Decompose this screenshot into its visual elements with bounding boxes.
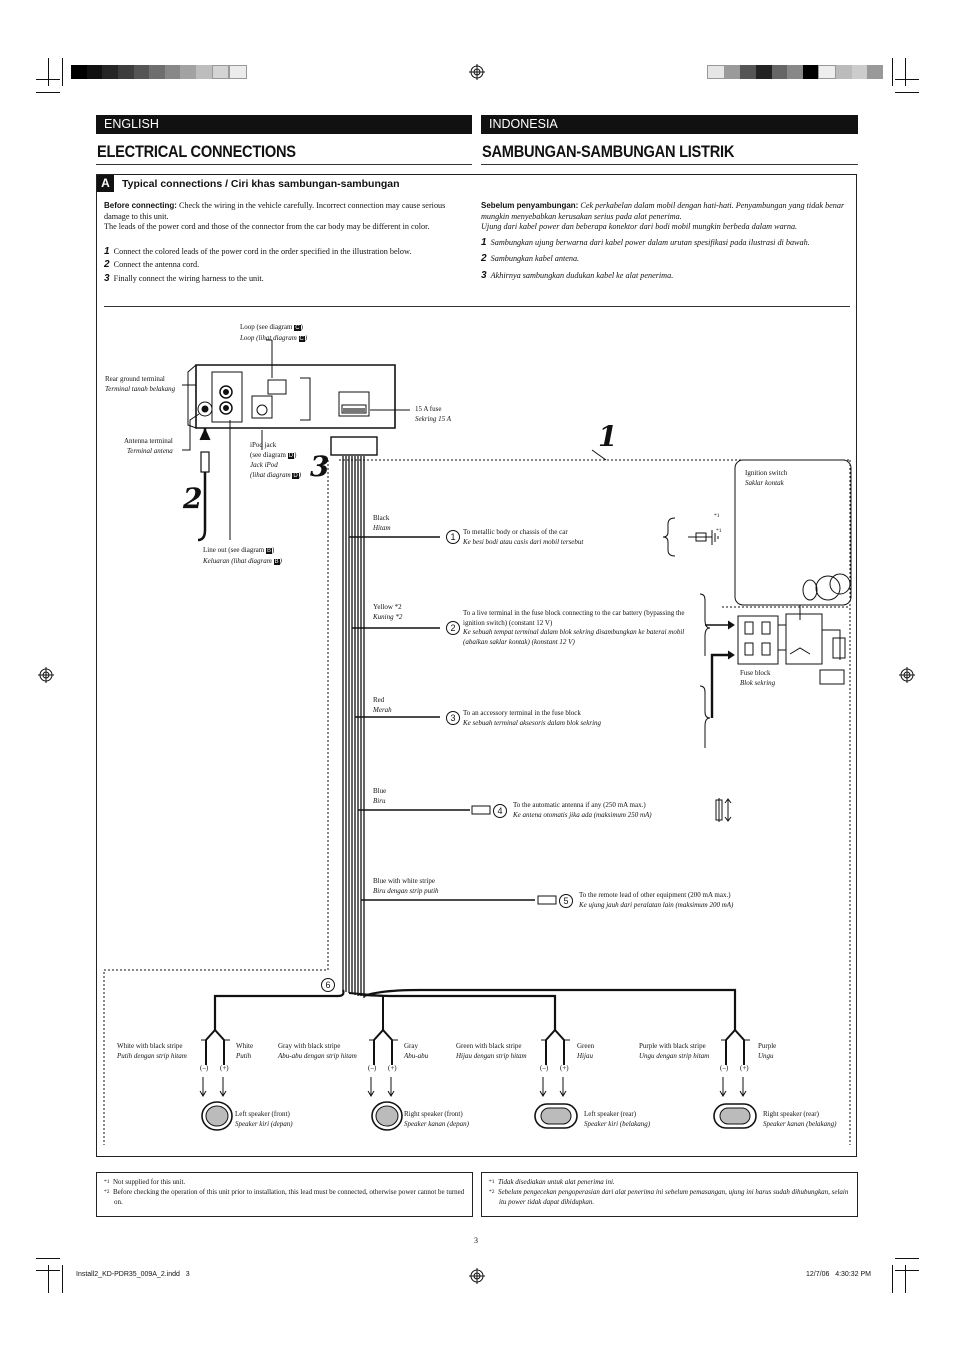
speaker-label: Right speaker (front) Speaker kanan (depan) [404,1110,469,1128]
language-bar-indonesia: INDONESIA [481,115,858,134]
label-ipod-jack: iPod jack (see diagram D) Jack iPod (lihat diagram D) [250,441,302,479]
english-step: 2 Connect the antenna cord. [104,259,200,270]
slug-file: Install2_KD-PDR35_009A_2.indd 3 [76,1271,190,1278]
before-text: Cek perkabelan dalam mobil dengan hati-hati. Penyambungan yang tidak benar mungkin menyebabkan kerusakan serius pada alat penerima. [481,201,845,221]
page-title-english: ELECTRICAL CONNECTIONS [97,142,296,161]
footnote: $^{*2}$ Sebelum pengecekan pengoperasian dari alat penerima ini sebelum pemasangan, ujung ini harus sudah dihubungkan, selain itu power tidak dapat dihidupkan. [489,1188,849,1206]
slug-date: 12/7/06 4:30:32 PM [806,1271,871,1278]
wire-destination: To metallic body or chassis of the car Ke besi bodi atau casis dari mobil tersebut [463,528,584,546]
wire-destination: To the automatic antenna if any (250 mA max.) Ke antena otomatis jika ada (maksimum 250 mA) [513,801,652,819]
wire-number: 3 [446,711,460,725]
before-text: Check the wiring in the vehicle carefully. Incorrect connection may cause serious damage to this unit. [104,201,446,221]
polarity-positive: (+) [560,1064,569,1072]
wire-color-label: Blue with white stripe Biru dengan strip putih [373,877,439,895]
page-title-indonesia: SAMBUNGAN-SAMBUNGAN LISTRIK [482,142,735,161]
page-number: 3 [474,1236,478,1245]
indonesia-step: 2 Sambungkan kabel antena. [481,253,580,264]
wire-number: 6 [321,978,335,992]
wire-destination: To a live terminal in the fuse block connecting to the car battery (bypassing the ignition switch) (constant 12 V) Ke sebuah tempat terminal dalam blok sekring disambungkan ke baterai mobil (abaikan saklar kontak) (konstant 12 V) [463,609,685,646]
polarity-positive: (+) [740,1064,749,1072]
wire-number: 1 [446,530,460,544]
speaker-lead-negative: Gray with black stripe Abu-abu dengan strip hitam [278,1042,357,1060]
speaker-lead-positive: White Putih [236,1042,254,1060]
footnote: $^{*1}$ Tidak disediakan untuk alat penerima ini. [489,1178,615,1186]
wire-color-label: Black Hitam [373,514,391,532]
before-label: Sebelum penyambungan: [481,201,579,210]
wire-number: 2 [446,621,460,635]
polarity-positive: (+) [388,1064,397,1072]
before-label: Before connecting: [104,201,177,210]
footnote: $^{*1}$ Not supplied for this unit. [104,1178,186,1186]
speaker-lead-negative: Purple with black stripe Ungu dengan strip hitam [639,1042,710,1060]
label-rear-ground: Rear ground terminal Terminal tanah belakang [105,375,176,393]
speaker-label: Right speaker (rear) Speaker kanan (belakang) [763,1110,837,1128]
english-step: 3 Finally connect the wiring harness to the unit. [104,273,264,284]
speaker-lead-positive: Purple Ungu [758,1042,777,1060]
polarity-negative: (–) [720,1064,729,1072]
ground-footnote-mark: *1 [716,528,722,534]
wire-color-label: Yellow *2 Kuning *2 [373,603,403,621]
ground-footnote-mark: *1 [714,513,720,519]
speaker-lead-positive: Green Hijau [577,1042,595,1060]
english-step: 1 Connect the colored leads of the power cord in the order specified in the illustration below. [104,246,412,257]
color-note: The leads of the power cord and those of the connector from the car body may be different in color. [104,222,430,231]
indonesia-step: 3 Akhirnya sambungkan dudukan kabel ke alat penerima. [481,270,674,281]
wire-destination: To an accessory terminal in the fuse block Ke sebuah terminal aksesoris dalam blok sekring [463,709,602,727]
wire-destination: To the remote lead of other equipment (200 mA max.) Ke ujung jauh dari peralatan lain (maksimum 200 mA) [579,891,734,909]
label-fuse-15a: 15 A fuse Sekring 15 A [415,405,452,423]
language-bar-english: ENGLISH [96,115,472,134]
label-antenna-terminal: Antenna terminal Terminal antena [124,437,173,455]
speaker-label: Left speaker (rear) Speaker kiri (belakang) [584,1110,651,1128]
speaker-lead-negative: Green with black stripe Hijau dengan strip hitam [456,1042,527,1060]
step-number-large: 1 [598,420,618,453]
wire-number: 4 [493,804,507,818]
label-ignition-switch: Ignition switch Saklar kontak [745,469,788,487]
label-loop: Loop (see diagram C) Loop (lihat diagram C) [240,323,308,342]
step-number-large: 2 [183,482,203,515]
wire-number: 5 [559,894,573,908]
polarity-positive: (+) [220,1064,229,1072]
polarity-negative: (–) [368,1064,377,1072]
step-number-large: 3 [310,450,330,483]
color-note: Ujung dari kabel power dan beberapa konektor dari bodi mobil mungkin berbeda dalam warna. [481,222,798,231]
wire-color-label: Red Merah [373,696,392,714]
label-fuse-block: Fuse block Blok sekring [740,669,776,687]
polarity-negative: (–) [540,1064,549,1072]
polarity-negative: (–) [200,1064,209,1072]
footnote: $^{*2}$ Before checking the operation of this unit prior to installation, this lead must be connected, otherwise power cannot be turned on. [104,1188,465,1206]
head-unit-rear [196,365,395,428]
speaker-lead-negative: White with black stripe Putih dengan strip hitam [117,1042,187,1060]
indonesia-step: 1 Sambungkan ujung berwarna dari kabel power dalam urutan spesifikasi pada ilustrasi di bawah. [481,237,810,248]
speaker-label: Left speaker (front) Speaker kiri (depan) [235,1110,293,1128]
wire-color-label: Blue Biru [373,787,387,805]
section-heading: Typical connections / Ciri khas sambungan-sambungan [122,178,400,190]
speaker-lead-positive: Gray Abu-abu [404,1042,429,1060]
section-badge: A [97,175,114,192]
wiring-harness-connector [331,437,377,455]
label-line-out: Line out (see diagram B) Keluaran (lihat diagram B) [203,546,282,565]
